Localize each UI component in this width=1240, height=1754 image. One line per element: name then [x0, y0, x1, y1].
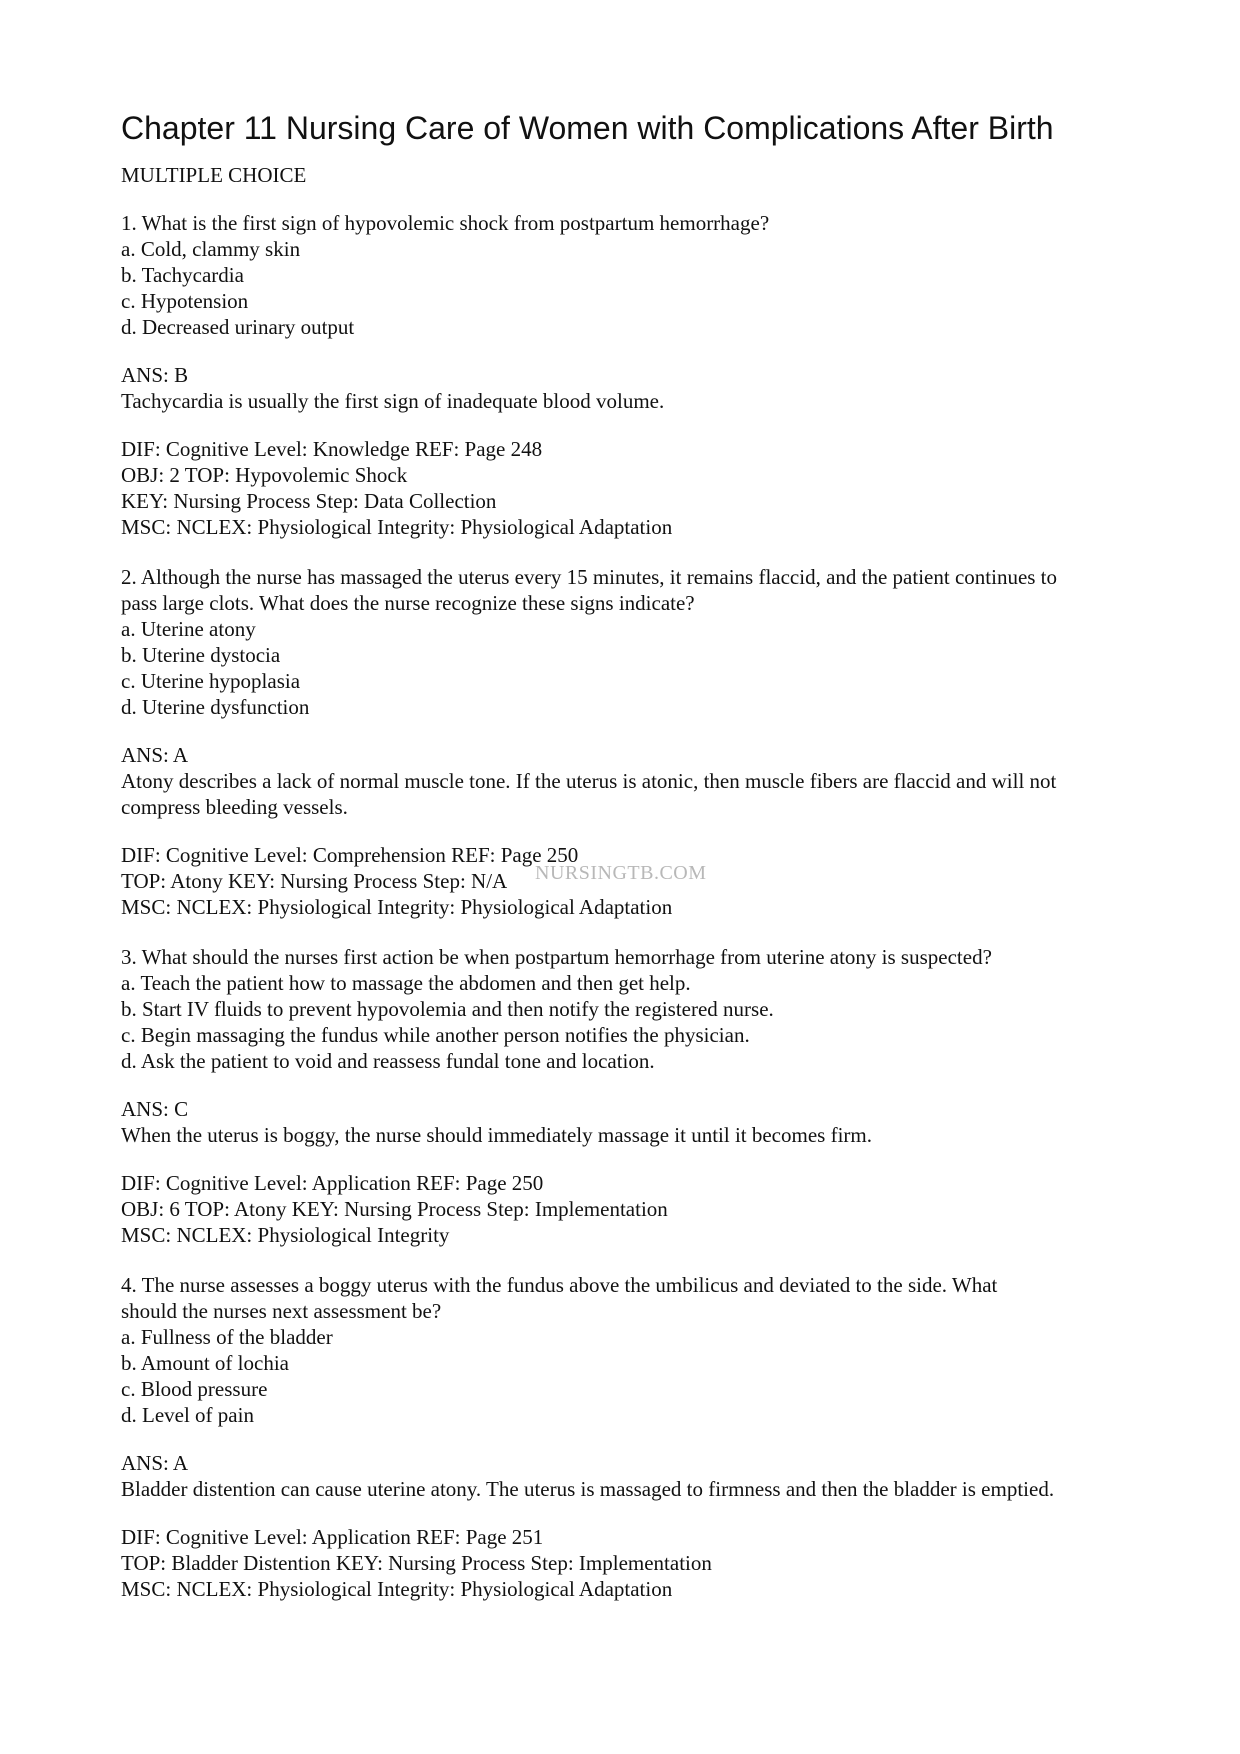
- metadata-line: OBJ: 2 TOP: Hypovolemic Shock: [121, 463, 408, 487]
- metadata-line: MSC: NCLEX: Physiological Integrity: Physiological Adaptation: [121, 1577, 673, 1601]
- rationale: Atony describes a lack of normal muscle tone. If the uterus is atonic, then muscle fibers are flaccid and will not: [121, 769, 1057, 793]
- answer-option: a. Cold, clammy skin: [121, 237, 301, 261]
- answer-option: b. Uterine dystocia: [121, 643, 281, 667]
- metadata-line: DIF: Cognitive Level: Application REF: Page 250: [121, 1171, 544, 1195]
- answer-option: a. Fullness of the bladder: [121, 1325, 333, 1349]
- answer-key: ANS: A: [121, 1451, 189, 1475]
- metadata-line: DIF: Cognitive Level: Application REF: Page 251: [121, 1525, 544, 1549]
- answer-option: c. Begin massaging the fundus while another person notifies the physician.: [121, 1023, 750, 1047]
- answer-option: d. Level of pain: [121, 1403, 254, 1427]
- question-4: [121, 1272, 1121, 1602]
- metadata-line: DIF: Cognitive Level: Knowledge REF: Page 248: [121, 437, 543, 461]
- metadata-line: OBJ: 6 TOP: Atony KEY: Nursing Process Step: Implementation: [121, 1197, 668, 1221]
- answer-key: ANS: A: [121, 743, 189, 767]
- answer-option: b. Amount of lochia: [121, 1351, 289, 1375]
- answer-option: d. Decreased urinary output: [121, 315, 355, 339]
- answer-option: b. Tachycardia: [121, 263, 244, 287]
- chapter-title: Chapter 11 Nursing Care of Women with Complications After Birth: [121, 110, 1054, 146]
- question-3: [121, 944, 1121, 1248]
- answer-option: a. Uterine atony: [121, 617, 256, 641]
- rationale: Tachycardia is usually the first sign of inadequate blood volume.: [121, 389, 665, 413]
- metadata-line: KEY: Nursing Process Step: Data Collection: [121, 489, 497, 513]
- answer-option: c. Hypotension: [121, 289, 249, 313]
- answer-key: ANS: C: [121, 1097, 189, 1121]
- question-stem: 1. What is the first sign of hypovolemic shock from postpartum hemorrhage?: [121, 211, 770, 235]
- answer-option: a. Teach the patient how to massage the abdomen and then get help.: [121, 971, 691, 995]
- question-1: [121, 210, 1121, 540]
- metadata-line: MSC: NCLEX: Physiological Integrity: [121, 1223, 450, 1247]
- metadata-line: MSC: NCLEX: Physiological Integrity: Physiological Adaptation: [121, 895, 673, 919]
- question-stem: 2. Although the nurse has massaged the uterus every 15 minutes, it remains flaccid, and the patient continues to: [121, 565, 1058, 589]
- question-stem: pass large clots. What does the nurse recognize these signs indicate?: [121, 591, 695, 615]
- answer-option: c. Uterine hypoplasia: [121, 669, 301, 693]
- question-stem: 4. The nurse assesses a boggy uterus with the fundus above the umbilicus and deviated to the side. What: [121, 1273, 998, 1297]
- answer-option: d. Uterine dysfunction: [121, 695, 310, 719]
- rationale: Bladder distention can cause uterine atony. The uterus is massaged to firmness and then the bladder is emptied.: [121, 1477, 1055, 1501]
- question-stem: 3. What should the nurses first action be when postpartum hemorrhage from uterine atony is suspected?: [121, 945, 992, 969]
- question-stem: should the nurses next assessment be?: [121, 1299, 442, 1323]
- watermark-text: NURSINGTB.COM: [535, 862, 707, 884]
- rationale: When the uterus is boggy, the nurse should immediately massage it until it becomes firm.: [121, 1123, 872, 1147]
- answer-key: ANS: B: [121, 363, 189, 387]
- metadata-line: TOP: Bladder Distention KEY: Nursing Process Step: Implementation: [121, 1551, 712, 1575]
- metadata-line: DIF: Cognitive Level: Comprehension REF: Page 250: [121, 843, 579, 867]
- rationale: compress bleeding vessels.: [121, 795, 348, 819]
- answer-option: d. Ask the patient to void and reassess fundal tone and location.: [121, 1049, 655, 1073]
- metadata-line: MSC: NCLEX: Physiological Integrity: Physiological Adaptation: [121, 515, 673, 539]
- answer-option: c. Blood pressure: [121, 1377, 268, 1401]
- answer-option: b. Start IV fluids to prevent hypovolemia and then notify the registered nurse.: [121, 997, 774, 1021]
- section-label: MULTIPLE CHOICE: [121, 163, 307, 187]
- metadata-line: TOP: Atony KEY: Nursing Process Step: N/A: [121, 869, 508, 893]
